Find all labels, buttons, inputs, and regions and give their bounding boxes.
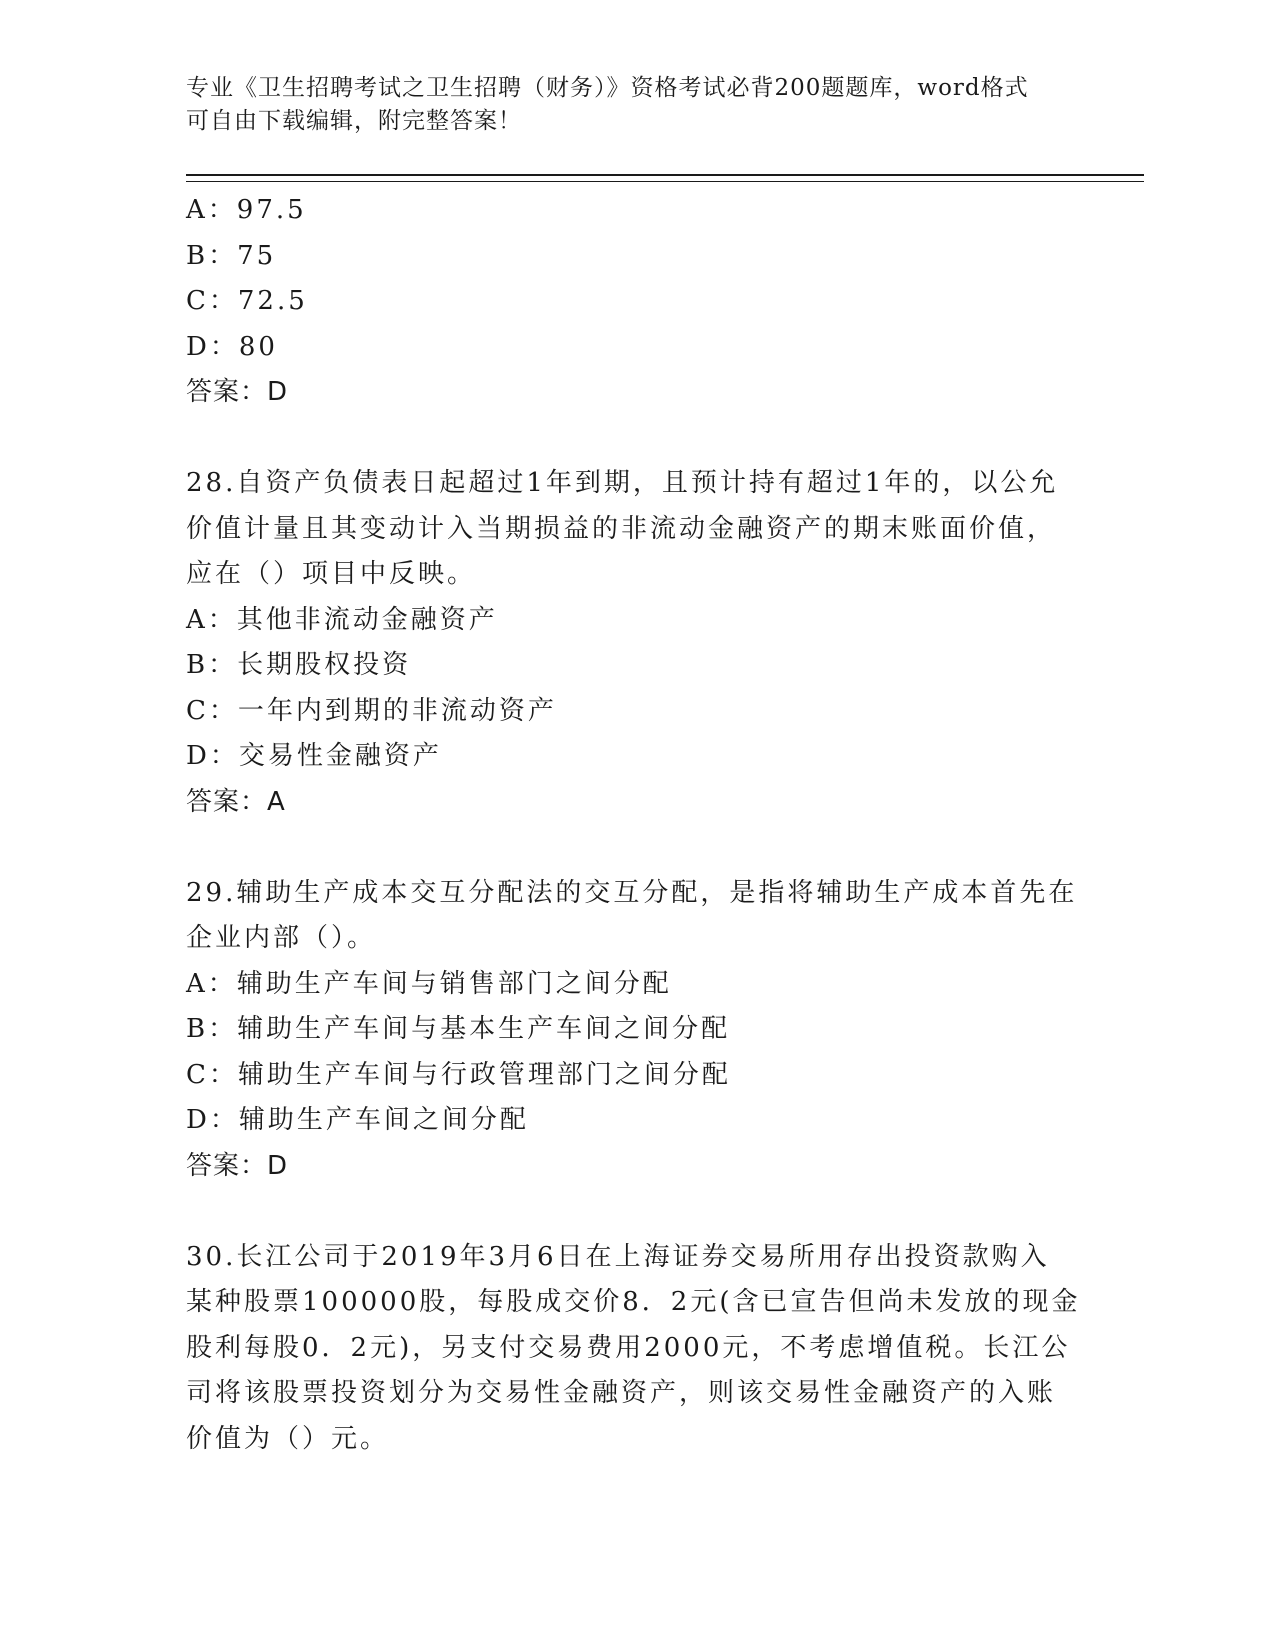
question-stem-line: 价值为（）元。 [186, 1423, 390, 1454]
question-30 [186, 1235, 1086, 1463]
document-header [186, 72, 1086, 138]
option-b: B：长期股权投资 [186, 650, 412, 680]
question-stem-line: 29.辅助生产成本交互分配法的交互分配，是指将辅助生产成本首先在 [186, 877, 1078, 908]
question-stem-line: 企业内部（）。 [186, 923, 377, 953]
question-stem-line: 司将该股票投资划分为交易性金融资产，则该交易性金融资产的入账 [186, 1378, 1057, 1408]
answer-line: 答案：D [186, 377, 289, 407]
question-stem-line: 价值计量且其变动计入当期损益的非流动金融资产的期末账面价值， [186, 513, 1057, 544]
option-a: A：97.5 [186, 195, 307, 225]
question-spacer [186, 1189, 1086, 1235]
option-b: B：辅助生产车间与基本生产车间之间分配 [186, 1014, 731, 1044]
answer-line: 答案：A [186, 786, 286, 817]
question-27-continued [186, 188, 1086, 416]
question-stem-line: 28.自资产负债表日起超过1年到期，且预计持有超过1年的，以公允 [186, 468, 1059, 498]
option-a: A：其他非流动金融资产 [186, 604, 498, 635]
header-divider-thin [186, 181, 1144, 182]
header-line-1: 专业《卫生招聘考试之卫生招聘（财务）》资格考试必背200题题库，word格式 [186, 75, 1029, 101]
question-28 [186, 461, 1086, 825]
question-stem-line: 某种股票100000股，每股成交价8．2元(含已宣告但尚未发放的现金 [186, 1287, 1081, 1317]
option-d: D：辅助生产车间之间分配 [186, 1105, 529, 1135]
option-a: A：辅助生产车间与销售部门之间分配 [186, 968, 672, 999]
question-spacer [186, 416, 1086, 462]
option-c: C：72.5 [186, 286, 308, 316]
question-stem-line: 30.长江公司于2019年3月6日在上海证券交易所用存出投资款购入 [186, 1241, 1050, 1272]
option-d: D：交易性金融资产 [186, 741, 442, 771]
question-stem-line: 应在（）项目中反映。 [186, 559, 477, 589]
question-29 [186, 871, 1086, 1190]
question-stem-line: 股利每股0．2元)，另支付交易费用2000元，不考虑增值税。长江公 [186, 1332, 1071, 1363]
option-c: C：辅助生产车间与行政管理部门之间分配 [186, 1059, 731, 1090]
answer-line: 答案：D [186, 1150, 289, 1181]
option-d: D：80 [186, 331, 278, 362]
question-spacer [186, 825, 1086, 871]
header-divider-thick [186, 174, 1144, 176]
header-line-2: 可自由下载编辑，附完整答案！ [186, 108, 522, 134]
option-b: B：75 [186, 240, 277, 271]
question-content [186, 188, 1086, 1462]
option-c: C：一年内到期的非流动资产 [186, 695, 557, 726]
